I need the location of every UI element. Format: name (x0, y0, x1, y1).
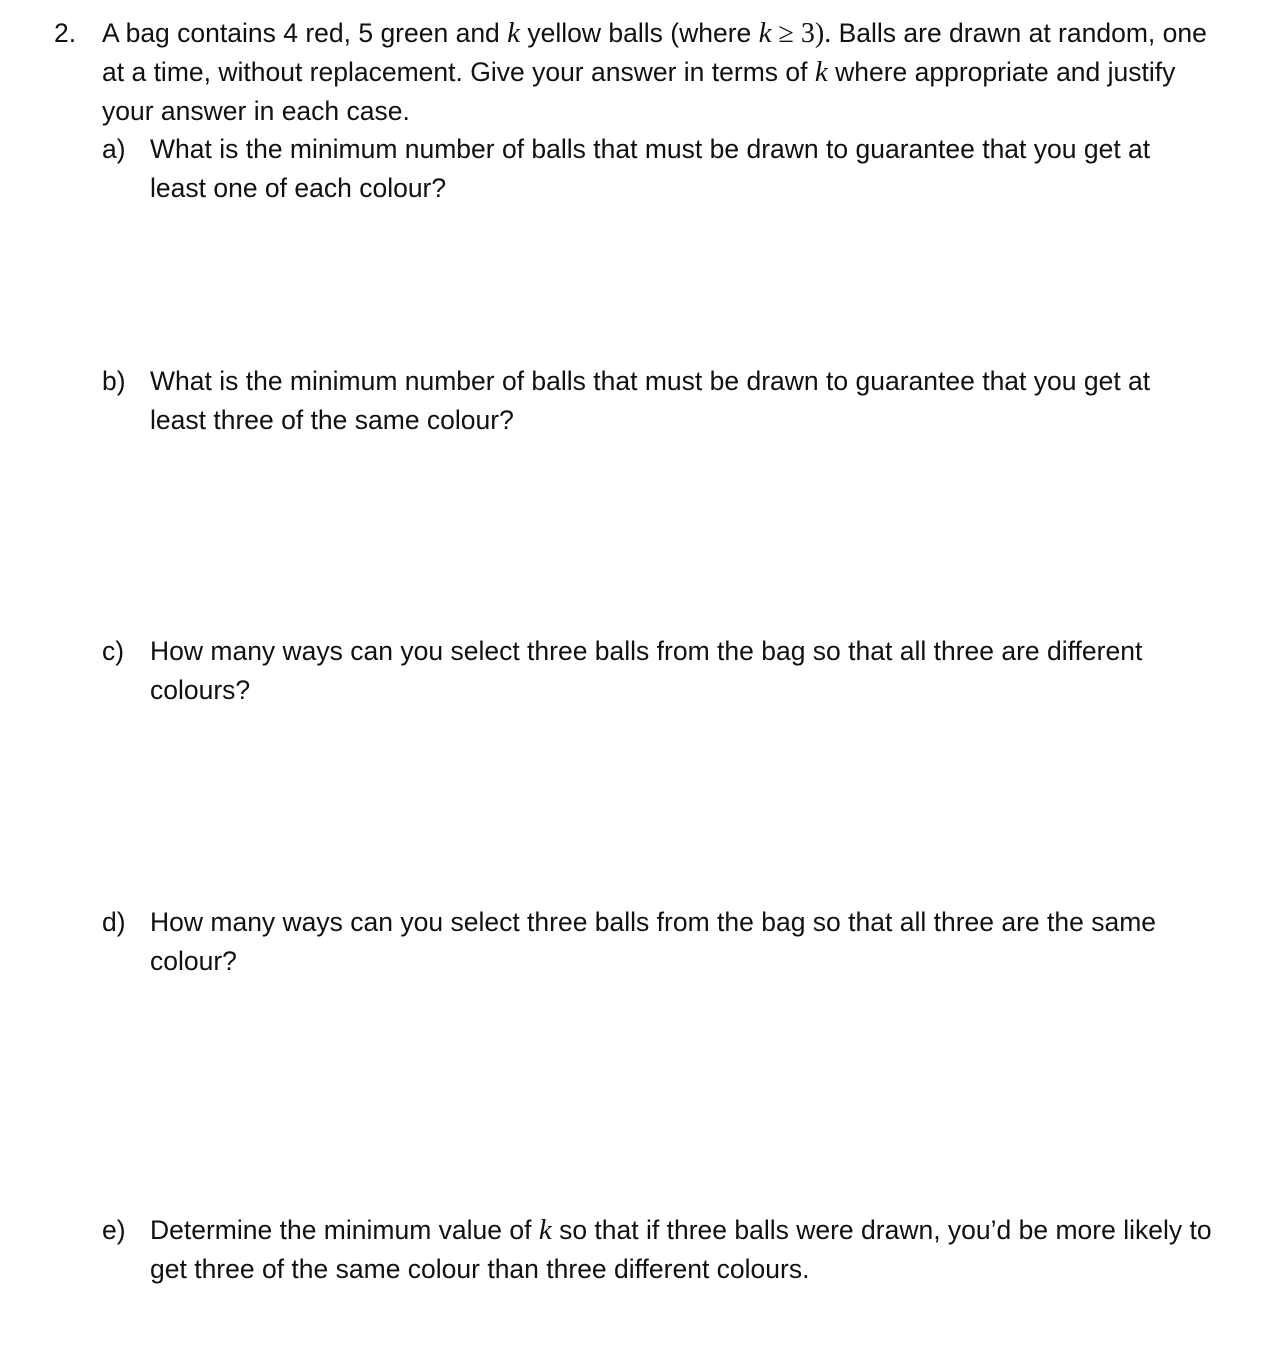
part-e-text-2: so that if three balls were drawn, you’d be more likely to get three of the same colour than three different colours. (150, 1215, 1212, 1284)
part-b-text: What is the minimum number of balls that must be drawn to guarantee that you get at least three of the same colour? (150, 366, 1151, 435)
stem-text-1: A bag contains 4 red, 5 green and (102, 18, 508, 48)
part-e-label: e) (102, 1215, 126, 1245)
variable-k: k (814, 56, 828, 88)
question-number: 2. (54, 18, 77, 48)
part-e-text-1: Determine the minimum value of (150, 1215, 539, 1245)
part-c-label: c) (102, 636, 125, 666)
stem-text-3: Balls are drawn at random, one at a time, without replacement. Give your answer in terms of (102, 18, 1207, 87)
k-condition: ≥ 3). (771, 18, 832, 49)
part-a-label: a) (102, 134, 126, 164)
variable-k: k (507, 17, 521, 49)
part-d-text: How many ways can you select three balls from the bag so that all three are the same colour? (150, 907, 1157, 976)
part-a-text: What is the minimum number of balls that must be drawn to guarantee that you get at least one of each colour? (150, 134, 1151, 203)
variable-k: k (758, 17, 772, 49)
variable-k: k (538, 1214, 552, 1246)
question-stem (102, 14, 1222, 131)
stem-text-2: yellow balls (where (520, 18, 759, 48)
stem-text-4: where appropriate and justify your answer in each case. (102, 57, 1176, 126)
part-e-text (150, 1211, 1212, 1289)
part-d-label: d) (102, 907, 126, 937)
part-c-text: How many ways can you select three balls from the bag so that all three are different colours? (150, 636, 1143, 705)
part-b-label: b) (102, 366, 126, 396)
